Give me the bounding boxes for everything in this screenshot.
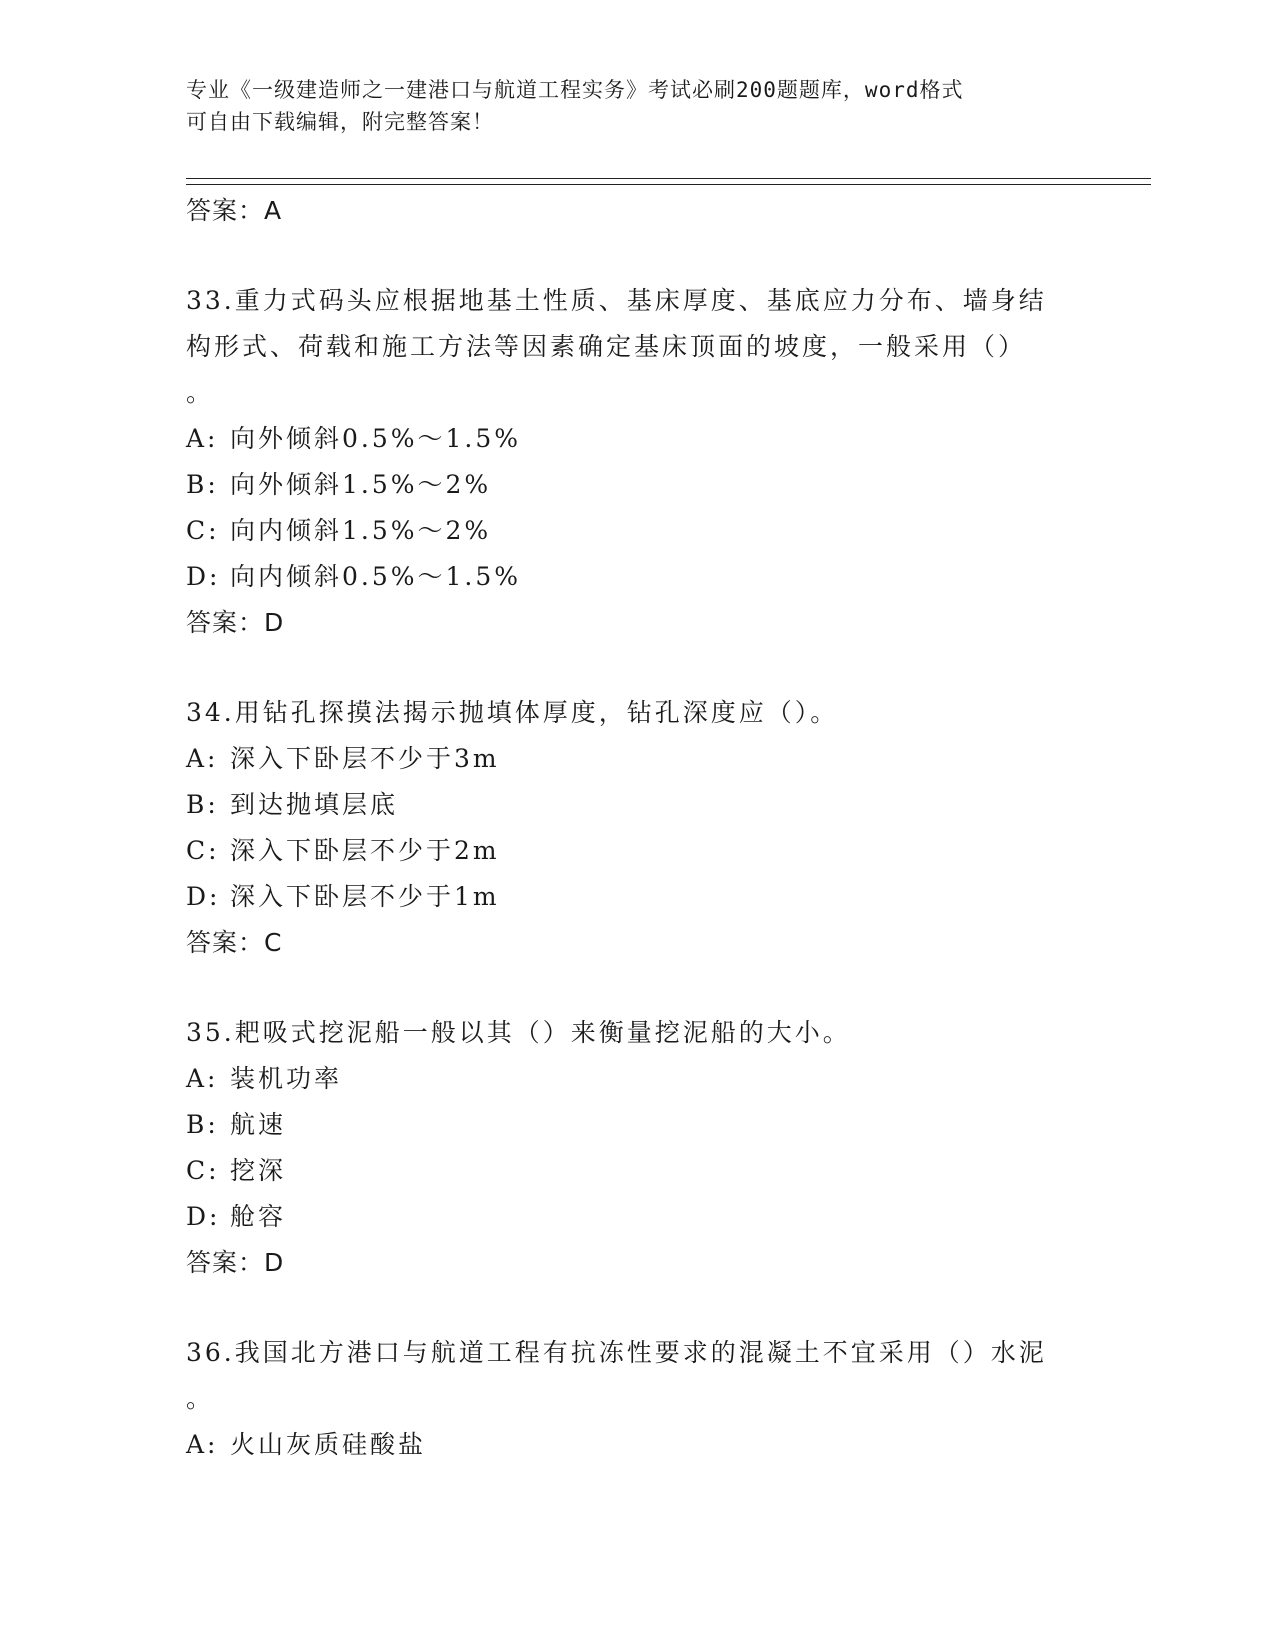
- answer-33: 答案：D: [186, 608, 285, 637]
- question-text-line: 。: [186, 1384, 215, 1413]
- option-text: 挖深: [230, 1156, 287, 1185]
- option-text: 火山灰质硅酸盐: [230, 1430, 427, 1459]
- option-text: 舱容: [230, 1202, 287, 1231]
- option-text: 向内倾斜1.5%～2%: [230, 516, 492, 545]
- question-36: [186, 1330, 1086, 1422]
- option-text: 深入下卧层不少于3m: [230, 744, 500, 773]
- option-c: [186, 1148, 1086, 1194]
- answer-35: 答案：D: [186, 1248, 285, 1277]
- option-key: A:: [186, 1064, 219, 1093]
- option-key: D:: [186, 562, 221, 591]
- option-d: [186, 1194, 1086, 1240]
- option-c: [186, 508, 1086, 554]
- option-key: D:: [186, 1202, 221, 1231]
- option-a: [186, 1056, 1086, 1102]
- option-d: [186, 874, 1086, 920]
- header-line-2: 可自由下载编辑，附完整答案！: [186, 110, 494, 134]
- question-33: [186, 278, 1086, 416]
- option-text: 向外倾斜1.5%～2%: [230, 470, 492, 499]
- option-key: C:: [186, 1156, 220, 1185]
- option-d: [186, 554, 1086, 600]
- option-text: 深入下卧层不少于1m: [230, 882, 500, 911]
- document-body: [186, 188, 1086, 1468]
- option-key: B:: [186, 470, 219, 499]
- question-text-line: 34.用钻孔探摸法揭示抛填体厚度，钻孔深度应（）。: [186, 698, 839, 727]
- option-text: 航速: [230, 1110, 287, 1139]
- option-a: [186, 736, 1086, 782]
- option-b: [186, 462, 1086, 508]
- header-divider-top: [186, 178, 1151, 179]
- option-text: 向内倾斜0.5%～1.5%: [230, 562, 522, 591]
- option-a: [186, 416, 1086, 462]
- answer-34: 答案：C: [186, 928, 283, 957]
- previous-answer: 答案：A: [186, 196, 283, 225]
- option-text: 深入下卧层不少于2m: [230, 836, 500, 865]
- option-key: B:: [186, 1110, 219, 1139]
- option-a: [186, 1422, 1086, 1468]
- document-header: [186, 74, 1066, 138]
- option-key: C:: [186, 516, 220, 545]
- question-35: [186, 1010, 1086, 1056]
- question-text-line: 36.我国北方港口与航道工程有抗冻性要求的混凝土不宜采用（）水泥: [186, 1338, 1047, 1367]
- option-key: B:: [186, 790, 219, 819]
- header-line-1: 专业《一级建造师之一建港口与航道工程实务》考试必刷200题题库，word格式: [186, 78, 964, 102]
- header-divider-bottom: [186, 184, 1151, 185]
- question-text-line: 构形式、荷载和施工方法等因素确定基床顶面的坡度，一般采用（）: [186, 332, 1027, 361]
- question-text-line: 。: [186, 378, 215, 407]
- option-key: C:: [186, 836, 220, 865]
- option-key: A:: [186, 744, 219, 773]
- question-34: [186, 690, 1086, 736]
- question-text-line: 33.重力式码头应根据地基土性质、基床厚度、基底应力分布、墙身结: [186, 286, 1047, 315]
- question-text-line: 35.耙吸式挖泥船一般以其（）来衡量挖泥船的大小。: [186, 1018, 851, 1047]
- option-text: 装机功率: [230, 1064, 343, 1093]
- option-text: 到达抛填层底: [230, 790, 399, 819]
- option-key: D:: [186, 882, 221, 911]
- option-c: [186, 828, 1086, 874]
- option-text: 向外倾斜0.5%～1.5%: [230, 424, 522, 453]
- option-b: [186, 1102, 1086, 1148]
- option-key: A:: [186, 424, 219, 453]
- option-b: [186, 782, 1086, 828]
- option-key: A:: [186, 1430, 219, 1459]
